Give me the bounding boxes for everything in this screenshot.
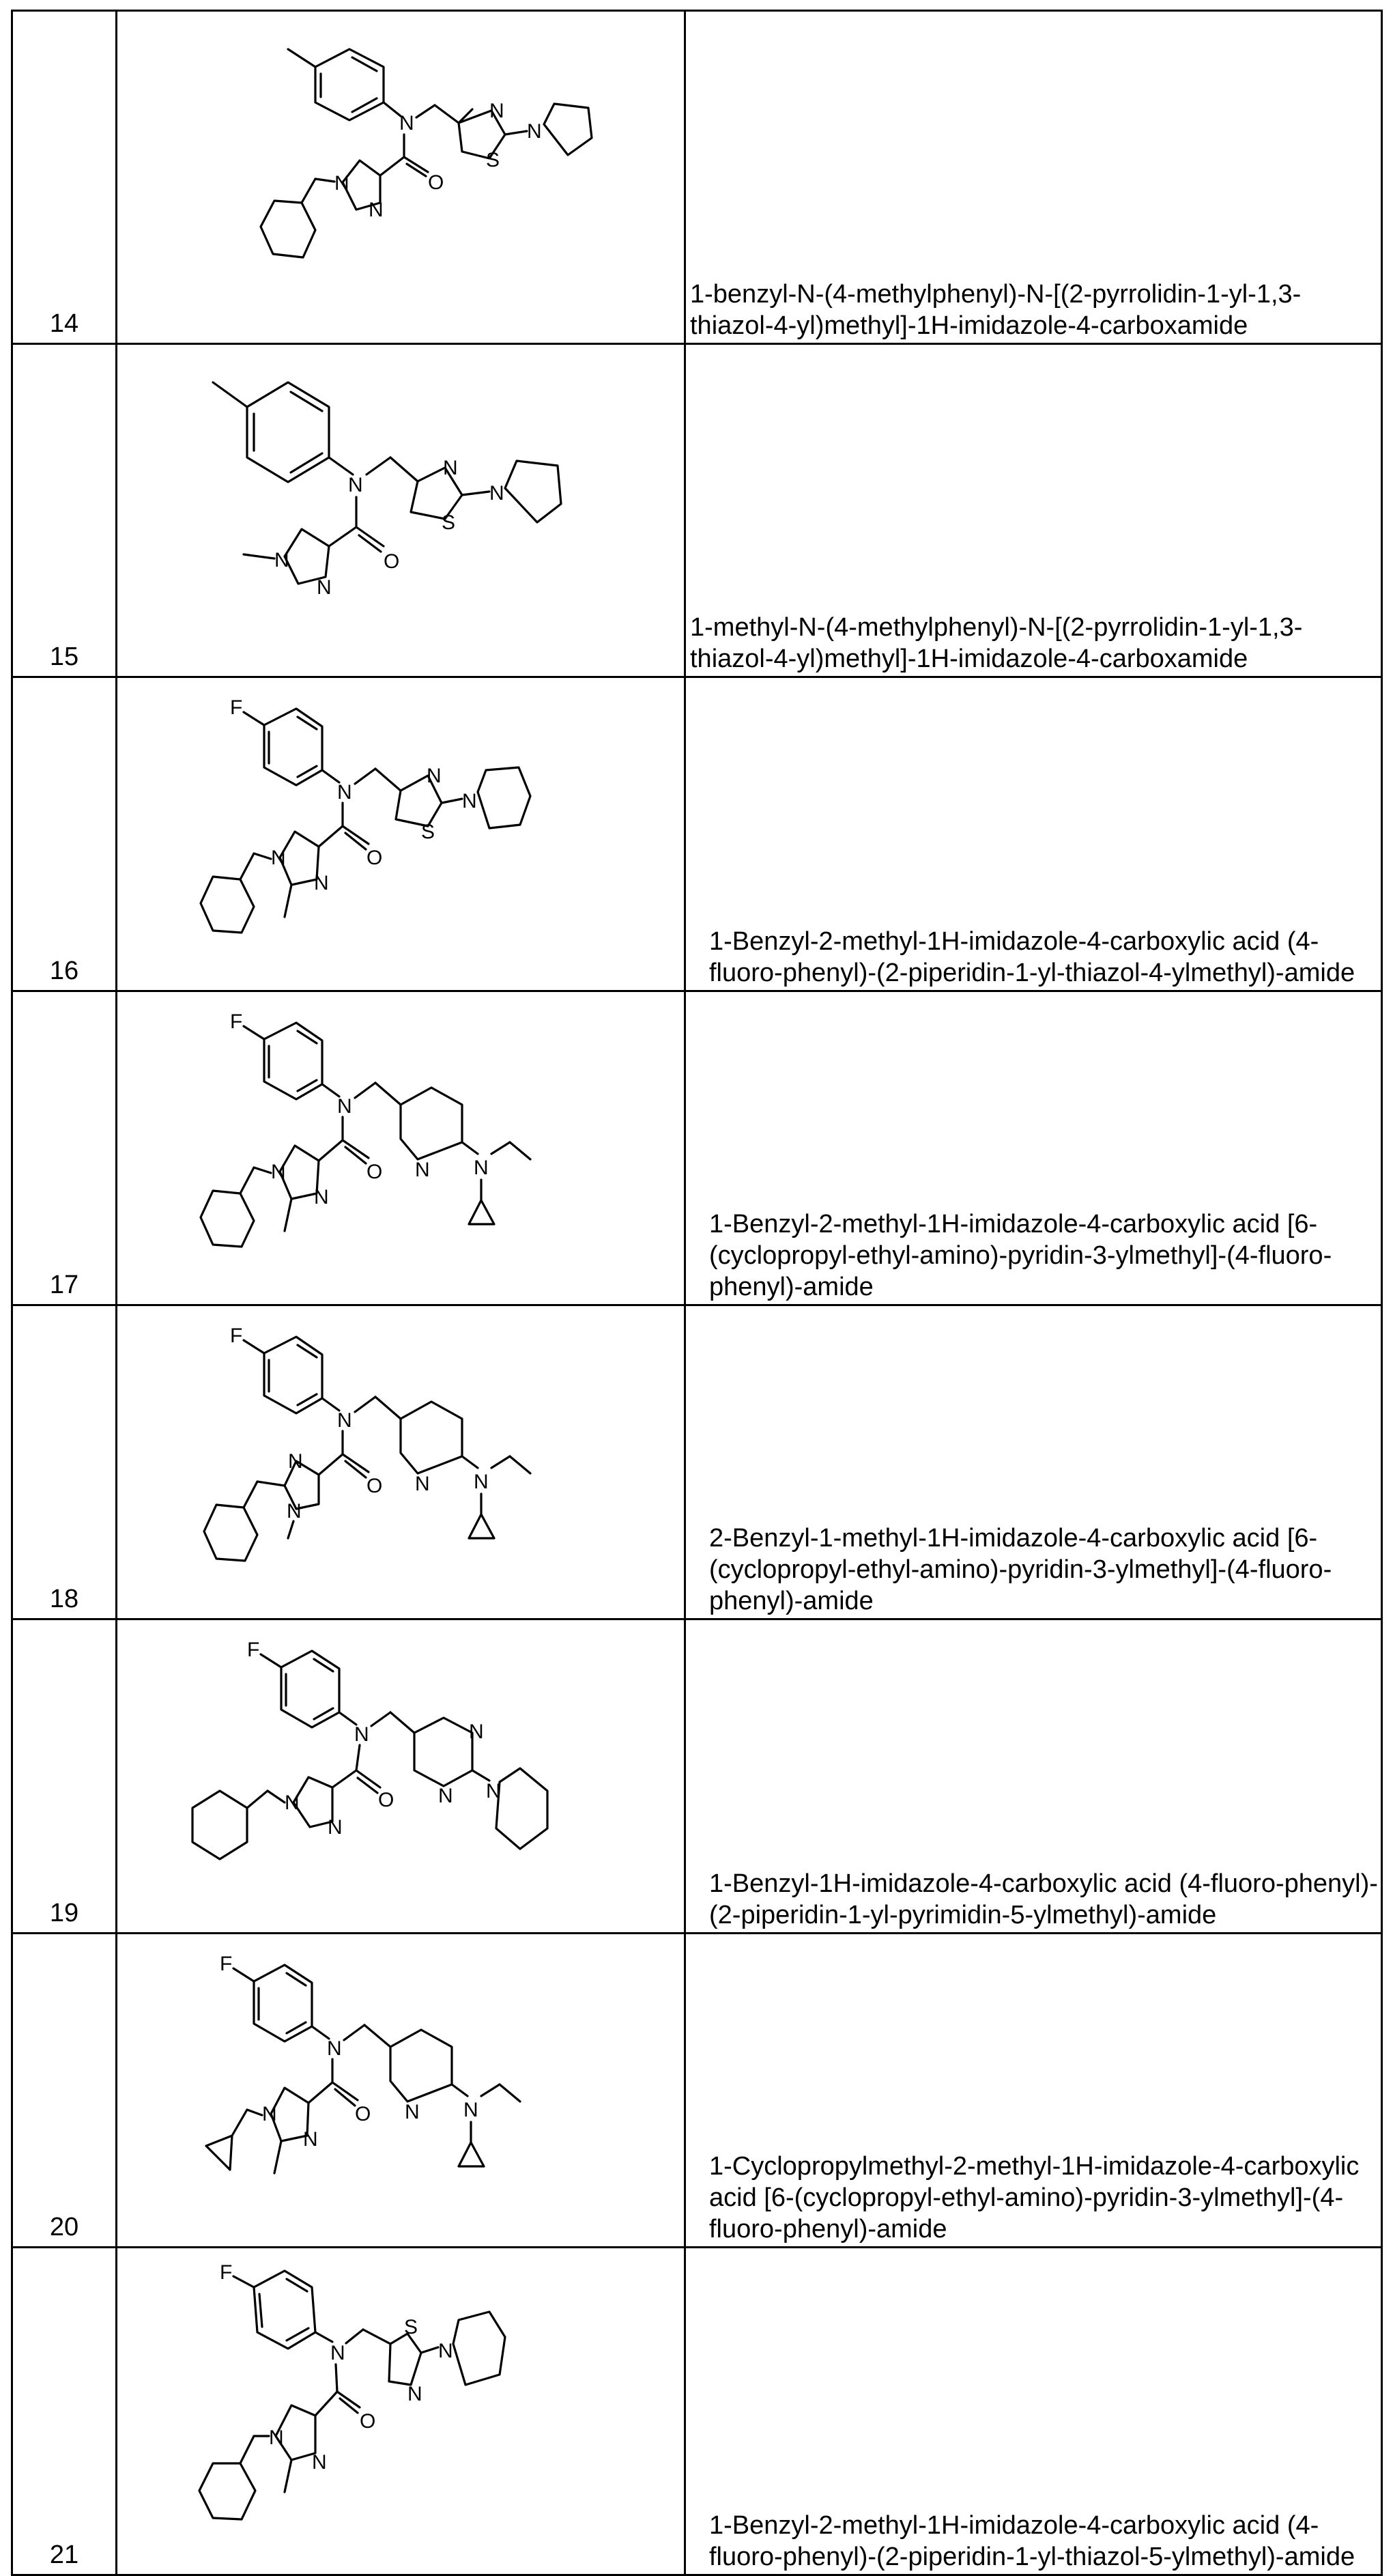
svg-text:O: O bbox=[378, 1789, 394, 1811]
compound-name: 1-methyl-N-(4-methylphenyl)-N-[(2-pyrrolidin-1-yl-1,3-thiazol-4-yl)methyl]-1H-imidazole-4-carboxamide bbox=[685, 344, 1382, 677]
compound-number: 18 bbox=[12, 1305, 117, 1619]
svg-text:O: O bbox=[384, 550, 400, 573]
svg-text:N: N bbox=[399, 112, 414, 135]
svg-text:S: S bbox=[486, 149, 500, 171]
svg-text:N: N bbox=[469, 1721, 484, 1743]
svg-text:N: N bbox=[415, 1159, 430, 1181]
svg-text:N: N bbox=[462, 790, 477, 812]
svg-text:N: N bbox=[527, 120, 542, 143]
structure-17 bbox=[117, 995, 684, 1304]
svg-text:F: F bbox=[247, 1639, 260, 1661]
svg-text:N: N bbox=[474, 1157, 489, 1179]
svg-text:N: N bbox=[438, 1785, 453, 1807]
svg-text:N: N bbox=[303, 2128, 318, 2151]
svg-text:N: N bbox=[334, 172, 349, 195]
compound-name: 2-Benzyl-1-methyl-1H-imidazole-4-carboxylic acid [6-(cyclopropyl-ethyl-amino)-pyridin-3-ylmethyl]-(4-fluoro-phenyl)-amide bbox=[685, 1305, 1382, 1619]
svg-text:O: O bbox=[360, 2410, 376, 2433]
svg-text:N: N bbox=[474, 1471, 489, 1493]
svg-text:F: F bbox=[220, 1953, 233, 1975]
svg-text:N: N bbox=[274, 549, 289, 571]
chemical-structure-image bbox=[117, 1619, 685, 1934]
compound-number: 14 bbox=[12, 11, 117, 344]
svg-text:N: N bbox=[427, 765, 442, 787]
svg-text:N: N bbox=[489, 482, 504, 505]
svg-text:N: N bbox=[354, 1723, 369, 1746]
svg-text:F: F bbox=[230, 1010, 243, 1033]
svg-text:N: N bbox=[405, 2101, 420, 2123]
table-row bbox=[12, 1934, 1382, 2248]
compound-number: 15 bbox=[12, 344, 117, 677]
svg-text:S: S bbox=[421, 821, 435, 843]
table-row bbox=[12, 991, 1382, 1305]
compound-name: 1-Cyclopropylmethyl-2-methyl-1H-imidazole-4-carboxylic acid [6-(cyclopropyl-ethyl-amino)-pyridin-3-ylmethyl]-(4-fluoro-phenyl)-amide bbox=[685, 1934, 1382, 2248]
table-row bbox=[12, 1619, 1382, 1934]
svg-text:S: S bbox=[442, 511, 456, 534]
table-row bbox=[12, 677, 1382, 991]
table-row bbox=[12, 344, 1382, 677]
compound-number: 16 bbox=[12, 677, 117, 991]
chemical-structure-image bbox=[117, 677, 685, 991]
svg-text:N: N bbox=[337, 1095, 352, 1118]
svg-text:O: O bbox=[428, 171, 444, 194]
svg-text:N: N bbox=[312, 2451, 327, 2474]
svg-text:O: O bbox=[367, 1475, 383, 1497]
compound-number: 17 bbox=[12, 991, 117, 1305]
svg-text:S: S bbox=[404, 2316, 418, 2338]
svg-text:N: N bbox=[285, 1792, 300, 1814]
svg-text:N: N bbox=[337, 1409, 352, 1432]
structure-15 bbox=[117, 348, 684, 676]
compound-number: 21 bbox=[12, 2248, 117, 2575]
compound-table bbox=[11, 10, 1383, 2576]
compound-name: 1-Benzyl-2-methyl-1H-imidazole-4-carboxylic acid (4-fluoro-phenyl)-(2-piperidin-1-yl-thiazol-5-ylmethyl)-amide bbox=[685, 2248, 1382, 2575]
svg-text:N: N bbox=[489, 100, 504, 122]
svg-text:F: F bbox=[230, 696, 243, 719]
structure-20 bbox=[117, 1938, 684, 2246]
compound-name: 1-benzyl-N-(4-methylphenyl)-N-[(2-pyrrolidin-1-yl-1,3-thiazol-4-yl)methyl]-1H-imidazole-4-carboxamide bbox=[685, 11, 1382, 344]
chemical-structure-image bbox=[117, 2248, 685, 2575]
svg-text:N: N bbox=[269, 2426, 284, 2449]
svg-text:N: N bbox=[348, 474, 363, 496]
chemical-structure-image bbox=[117, 11, 685, 344]
svg-text:N: N bbox=[271, 847, 286, 869]
compound-name: 1-Benzyl-2-methyl-1H-imidazole-4-carboxylic acid [6-(cyclopropyl-ethyl-amino)-pyridin-3-ylmethyl]-(4-fluoro-phenyl)-amide bbox=[685, 991, 1382, 1305]
structure-21 bbox=[117, 2252, 684, 2574]
svg-text:N: N bbox=[463, 2099, 478, 2121]
chemical-structure-image bbox=[117, 991, 685, 1305]
svg-text:N: N bbox=[314, 872, 329, 894]
svg-text:N: N bbox=[314, 1186, 329, 1208]
structure-18 bbox=[117, 1310, 684, 1618]
svg-text:N: N bbox=[271, 1161, 286, 1183]
structure-19 bbox=[117, 1624, 684, 1932]
svg-text:O: O bbox=[355, 2103, 371, 2125]
structure-14 bbox=[117, 15, 684, 343]
svg-text:N: N bbox=[438, 2340, 453, 2362]
svg-text:N: N bbox=[486, 1780, 501, 1802]
svg-text:N: N bbox=[327, 2037, 342, 2060]
table-row bbox=[12, 1305, 1382, 1619]
svg-text:N: N bbox=[287, 1500, 302, 1523]
svg-text:N: N bbox=[369, 199, 384, 221]
compound-name: 1-Benzyl-1H-imidazole-4-carboxylic acid (4-fluoro-phenyl)-(2-piperidin-1-yl-pyrimidin-5-ylmethyl)-amide bbox=[685, 1619, 1382, 1934]
compound-number: 20 bbox=[12, 1934, 117, 2248]
svg-text:N: N bbox=[337, 781, 352, 804]
compound-number: 19 bbox=[12, 1619, 117, 1934]
chemical-structure-image bbox=[117, 1305, 685, 1619]
svg-text:N: N bbox=[443, 457, 458, 479]
svg-text:N: N bbox=[317, 576, 332, 599]
compound-name: 1-Benzyl-2-methyl-1H-imidazole-4-carboxylic acid (4-fluoro-phenyl)-(2-piperidin-1-yl-thiazol-4-ylmethyl)-amide bbox=[685, 677, 1382, 991]
svg-text:N: N bbox=[288, 1450, 303, 1473]
svg-text:O: O bbox=[367, 1161, 383, 1183]
svg-text:N: N bbox=[328, 1816, 343, 1839]
chemical-structure-image bbox=[117, 344, 685, 677]
svg-text:F: F bbox=[230, 1325, 243, 1347]
svg-text:N: N bbox=[407, 2383, 422, 2405]
svg-text:O: O bbox=[367, 847, 383, 869]
svg-text:F: F bbox=[220, 2261, 233, 2284]
table-row bbox=[12, 2248, 1382, 2575]
svg-text:N: N bbox=[415, 1473, 430, 1495]
svg-text:N: N bbox=[330, 2342, 345, 2364]
svg-text:N: N bbox=[262, 2103, 277, 2125]
chemical-structure-image bbox=[117, 1934, 685, 2248]
structure-16 bbox=[117, 681, 684, 990]
table-row bbox=[12, 11, 1382, 344]
